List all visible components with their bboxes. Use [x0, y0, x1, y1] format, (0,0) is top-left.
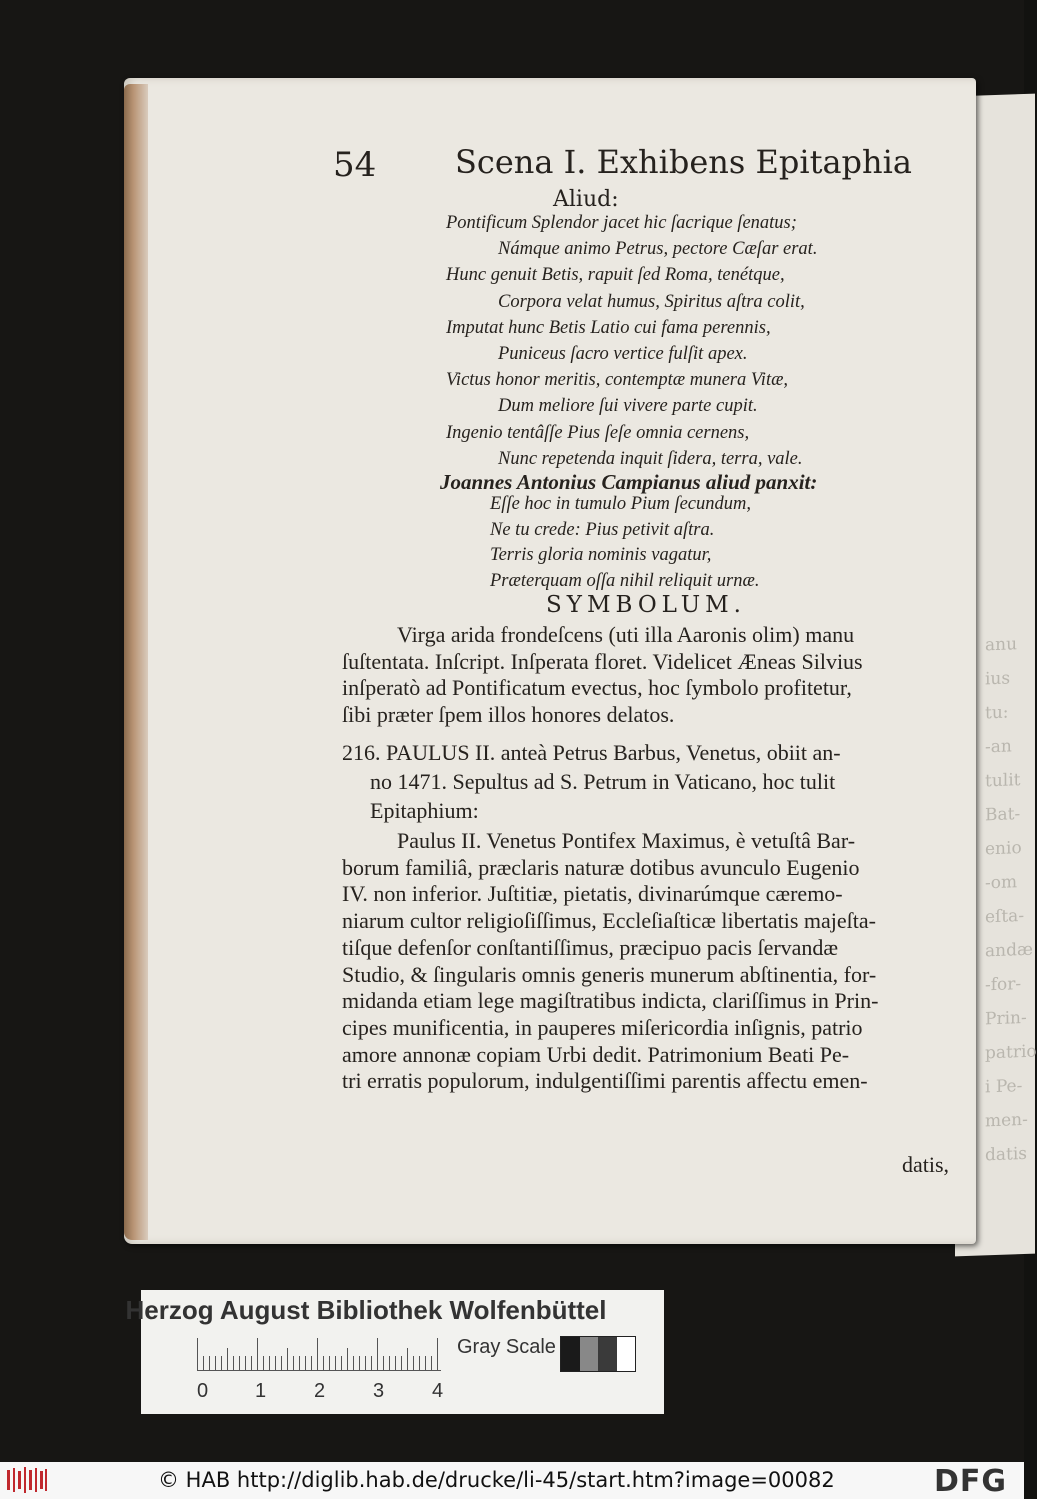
ruler-tick — [341, 1356, 342, 1370]
ruler-tick — [197, 1338, 198, 1370]
scale-ruler — [197, 1338, 441, 1371]
hab-logo-icon — [6, 1466, 48, 1494]
symbol-text-line: Virga arida frondeſcens (uti illa Aaronis olim) manu — [397, 622, 855, 647]
facing-page-ghost-text: patrio — [985, 1041, 1037, 1064]
facing-page-ghost-text: men- — [985, 1109, 1028, 1132]
running-title: Scena I. Exhibens Epitaphia — [455, 143, 912, 181]
ruler-number-3: 3 — [373, 1380, 385, 1402]
ruler-tick — [431, 1356, 432, 1370]
ruler-tick — [257, 1338, 258, 1370]
ruler-tick — [371, 1356, 372, 1370]
epitaph-text-line: midanda etiam lege magiſtratibus indicta, clariſſimus in Prin- — [342, 988, 879, 1014]
facing-page-ghost-text: -for- — [985, 974, 1022, 996]
gray-swatch — [561, 1337, 580, 1371]
ruler-tick — [275, 1356, 276, 1370]
epitaph-text-line: niarum cultor religioſiſſimus, Eccleſiaſticæ libertatis majeſta- — [342, 908, 876, 934]
ruler-tick — [245, 1356, 246, 1370]
entry-216-line: 216. PAULUS II. anteà Petrus Barbus, Venetus, obiit an- — [342, 740, 841, 765]
epitaph-text-line: cipes munificentia, in pauperes miſericordia inſignis, patrio — [342, 1014, 863, 1040]
poem-first-line: Pontificum Splendor jacet hic ſacrique ſenatus; — [446, 213, 797, 233]
ruler-tick — [215, 1356, 216, 1370]
facing-page-ghost-text: enio — [985, 838, 1022, 860]
catchword: datis, — [902, 1152, 950, 1177]
facing-page-ghost-text: -om — [985, 872, 1018, 894]
poem-first-line: Hunc genuit Betis, rapuit ſed Roma, tenétque, — [446, 265, 785, 286]
ruler-tick — [413, 1356, 414, 1370]
ruler-tick — [239, 1356, 240, 1370]
facing-page-ghost-text: eſta- — [985, 905, 1025, 928]
ruler-tick — [221, 1356, 222, 1370]
ruler-tick — [263, 1356, 264, 1370]
symbol-text-line: ſibi præter ſpem illos honores delatos. — [342, 701, 675, 727]
epitaph-text-line: IV. non inferior. Juſtitiæ, pietatis, divinarúmque cæremo- — [342, 881, 843, 907]
poem-first-line: Ingenio tentâſſe Pius ſeſe omnia cernens, — [446, 422, 750, 443]
ruler-number-1: 1 — [255, 1380, 267, 1402]
ruler-tick — [227, 1348, 228, 1370]
gray-scale-label: Gray Scale — [457, 1336, 556, 1358]
ruler-tick — [317, 1338, 318, 1370]
poem-first-line: Corpora velat humus, Spiritus aſtra colit, — [498, 291, 805, 312]
symbol-heading: SYMBOLUM. — [546, 592, 746, 618]
ruler-tick — [287, 1348, 288, 1370]
entry-216-line: no 1471. Sepultus ad S. Petrum in Vaticano, hoc tulit — [370, 769, 836, 794]
ruler-tick — [425, 1356, 426, 1370]
poem-first-line: Puniceus ſacro vertice fulſit apex. — [498, 344, 748, 364]
ruler-tick — [293, 1356, 294, 1370]
ruler-tick — [347, 1348, 348, 1370]
ruler-number-0: 0 — [197, 1380, 209, 1402]
facing-page-ghost-text: tu: — [985, 702, 1009, 724]
facing-page-ghost-text: Prin- — [985, 1007, 1027, 1030]
ruler-tick — [269, 1356, 270, 1370]
ruler-tick — [305, 1356, 306, 1370]
ruler-tick — [389, 1356, 390, 1370]
ruler-tick — [203, 1356, 204, 1370]
symbol-text-line: ſuſtentata. Inſcript. Inſperata floret. Videlicet Æneas Silvius — [342, 648, 863, 674]
ruler-tick — [329, 1356, 330, 1370]
epitaph-text-line: borum familiâ, præclaris naturæ dotibus avunculo Eugenio — [342, 854, 860, 880]
epitaph-text-line: tiſque defenſor conſtantiſſimus, præcipuo pacis ſervandæ — [342, 934, 839, 960]
ruler-tick — [251, 1356, 252, 1370]
author-line: Joannes Antonius Campianus aliud panxit: — [440, 470, 818, 494]
poem-first-line: Dum meliore ſui vivere parte cupit. — [498, 396, 758, 417]
entry-216-line: Epitaphium: — [370, 798, 479, 823]
poem-second-line: Eſſe hoc in tumulo Pium ſecundum, — [490, 494, 752, 514]
poem-first-line: Victus honor meritis, contemptæ munera Vitæ, — [446, 370, 789, 391]
gray-swatch — [580, 1337, 599, 1371]
ruler-tick — [299, 1356, 300, 1370]
facing-page-ghost-text: tulit — [985, 770, 1021, 792]
ruler-number-4: 4 — [432, 1380, 444, 1402]
ruler-tick — [365, 1356, 366, 1370]
ruler-tick — [437, 1338, 438, 1370]
symbol-text-line: inſperatò ad Pontificatum evectus, hoc ſymbolo profitetur, — [342, 675, 852, 700]
ruler-tick — [395, 1356, 396, 1370]
facing-page-ghost-text: ius — [985, 668, 1011, 690]
ruler-tick — [281, 1356, 282, 1370]
facing-page-ghost-text: datis — [985, 1143, 1028, 1166]
gray-swatch — [617, 1337, 636, 1371]
ruler-tick — [377, 1338, 378, 1370]
gray-scale-swatches — [560, 1336, 636, 1372]
poem-second-line: Præterquam oſſa nihil reliquit urnæ. — [490, 570, 760, 591]
ruler-number-2: 2 — [314, 1380, 326, 1402]
ruler-tick — [209, 1356, 210, 1370]
ruler-tick — [383, 1356, 384, 1370]
ruler-tick — [233, 1356, 234, 1370]
ruler-tick — [353, 1356, 354, 1370]
ruler-tick — [419, 1356, 420, 1370]
copyright-url: © HAB http://diglib.hab.de/drucke/li-45/start.htm?image=00082 — [158, 1468, 835, 1492]
ruler-tick — [323, 1356, 324, 1370]
facing-page-ghost-text: i Pe- — [985, 1076, 1023, 1098]
dfg-logo: DFG — [934, 1464, 1008, 1499]
facing-page-ghost-text: -an — [985, 736, 1012, 758]
ruler-tick — [401, 1356, 402, 1370]
epitaph-text-line: amore annonæ copiam Urbi dedit. Patrimonium Beati Pe- — [342, 1041, 850, 1067]
poem-first-line: Námque animo Petrus, pectore Cæſar erat. — [498, 239, 818, 260]
facing-page-ghost-text: anu — [985, 634, 1018, 656]
poem-second-line: Ne tu crede: Pius petivit aſtra. — [490, 519, 715, 540]
poem-first-line: Nunc repetenda inquit ſidera, terra, vale. — [498, 448, 803, 469]
ruler-tick — [335, 1356, 336, 1370]
facing-page-ghost-text: andæ — [985, 939, 1033, 962]
epitaph-text-line: tri erratis populorum, indulgentiſſimi parentis affectu emen- — [342, 1068, 868, 1094]
ruler-tick — [311, 1356, 312, 1370]
epitaph-text-line: Paulus II. Venetus Pontifex Maximus, è vetuſtâ Bar- — [397, 828, 856, 853]
facing-page-ghost-text: Bat- — [985, 804, 1021, 826]
gray-swatch — [598, 1337, 617, 1371]
library-name: Herzog August Bibliothek Wolfenbüttel — [125, 1295, 607, 1325]
page-number: 54 — [333, 145, 377, 185]
ruler-tick — [359, 1356, 360, 1370]
section-heading: Aliud: — [553, 187, 619, 212]
epitaph-text-line: Studio, & ſingularis omnis generis munerum abſtinentia, for- — [342, 961, 877, 987]
poem-first-line: Imputat hunc Betis Latio cui fama perennis, — [446, 317, 771, 338]
poem-second-line: Terris gloria nominis vagatur, — [490, 545, 712, 565]
page-edge — [124, 84, 148, 1240]
ruler-tick — [407, 1348, 408, 1370]
